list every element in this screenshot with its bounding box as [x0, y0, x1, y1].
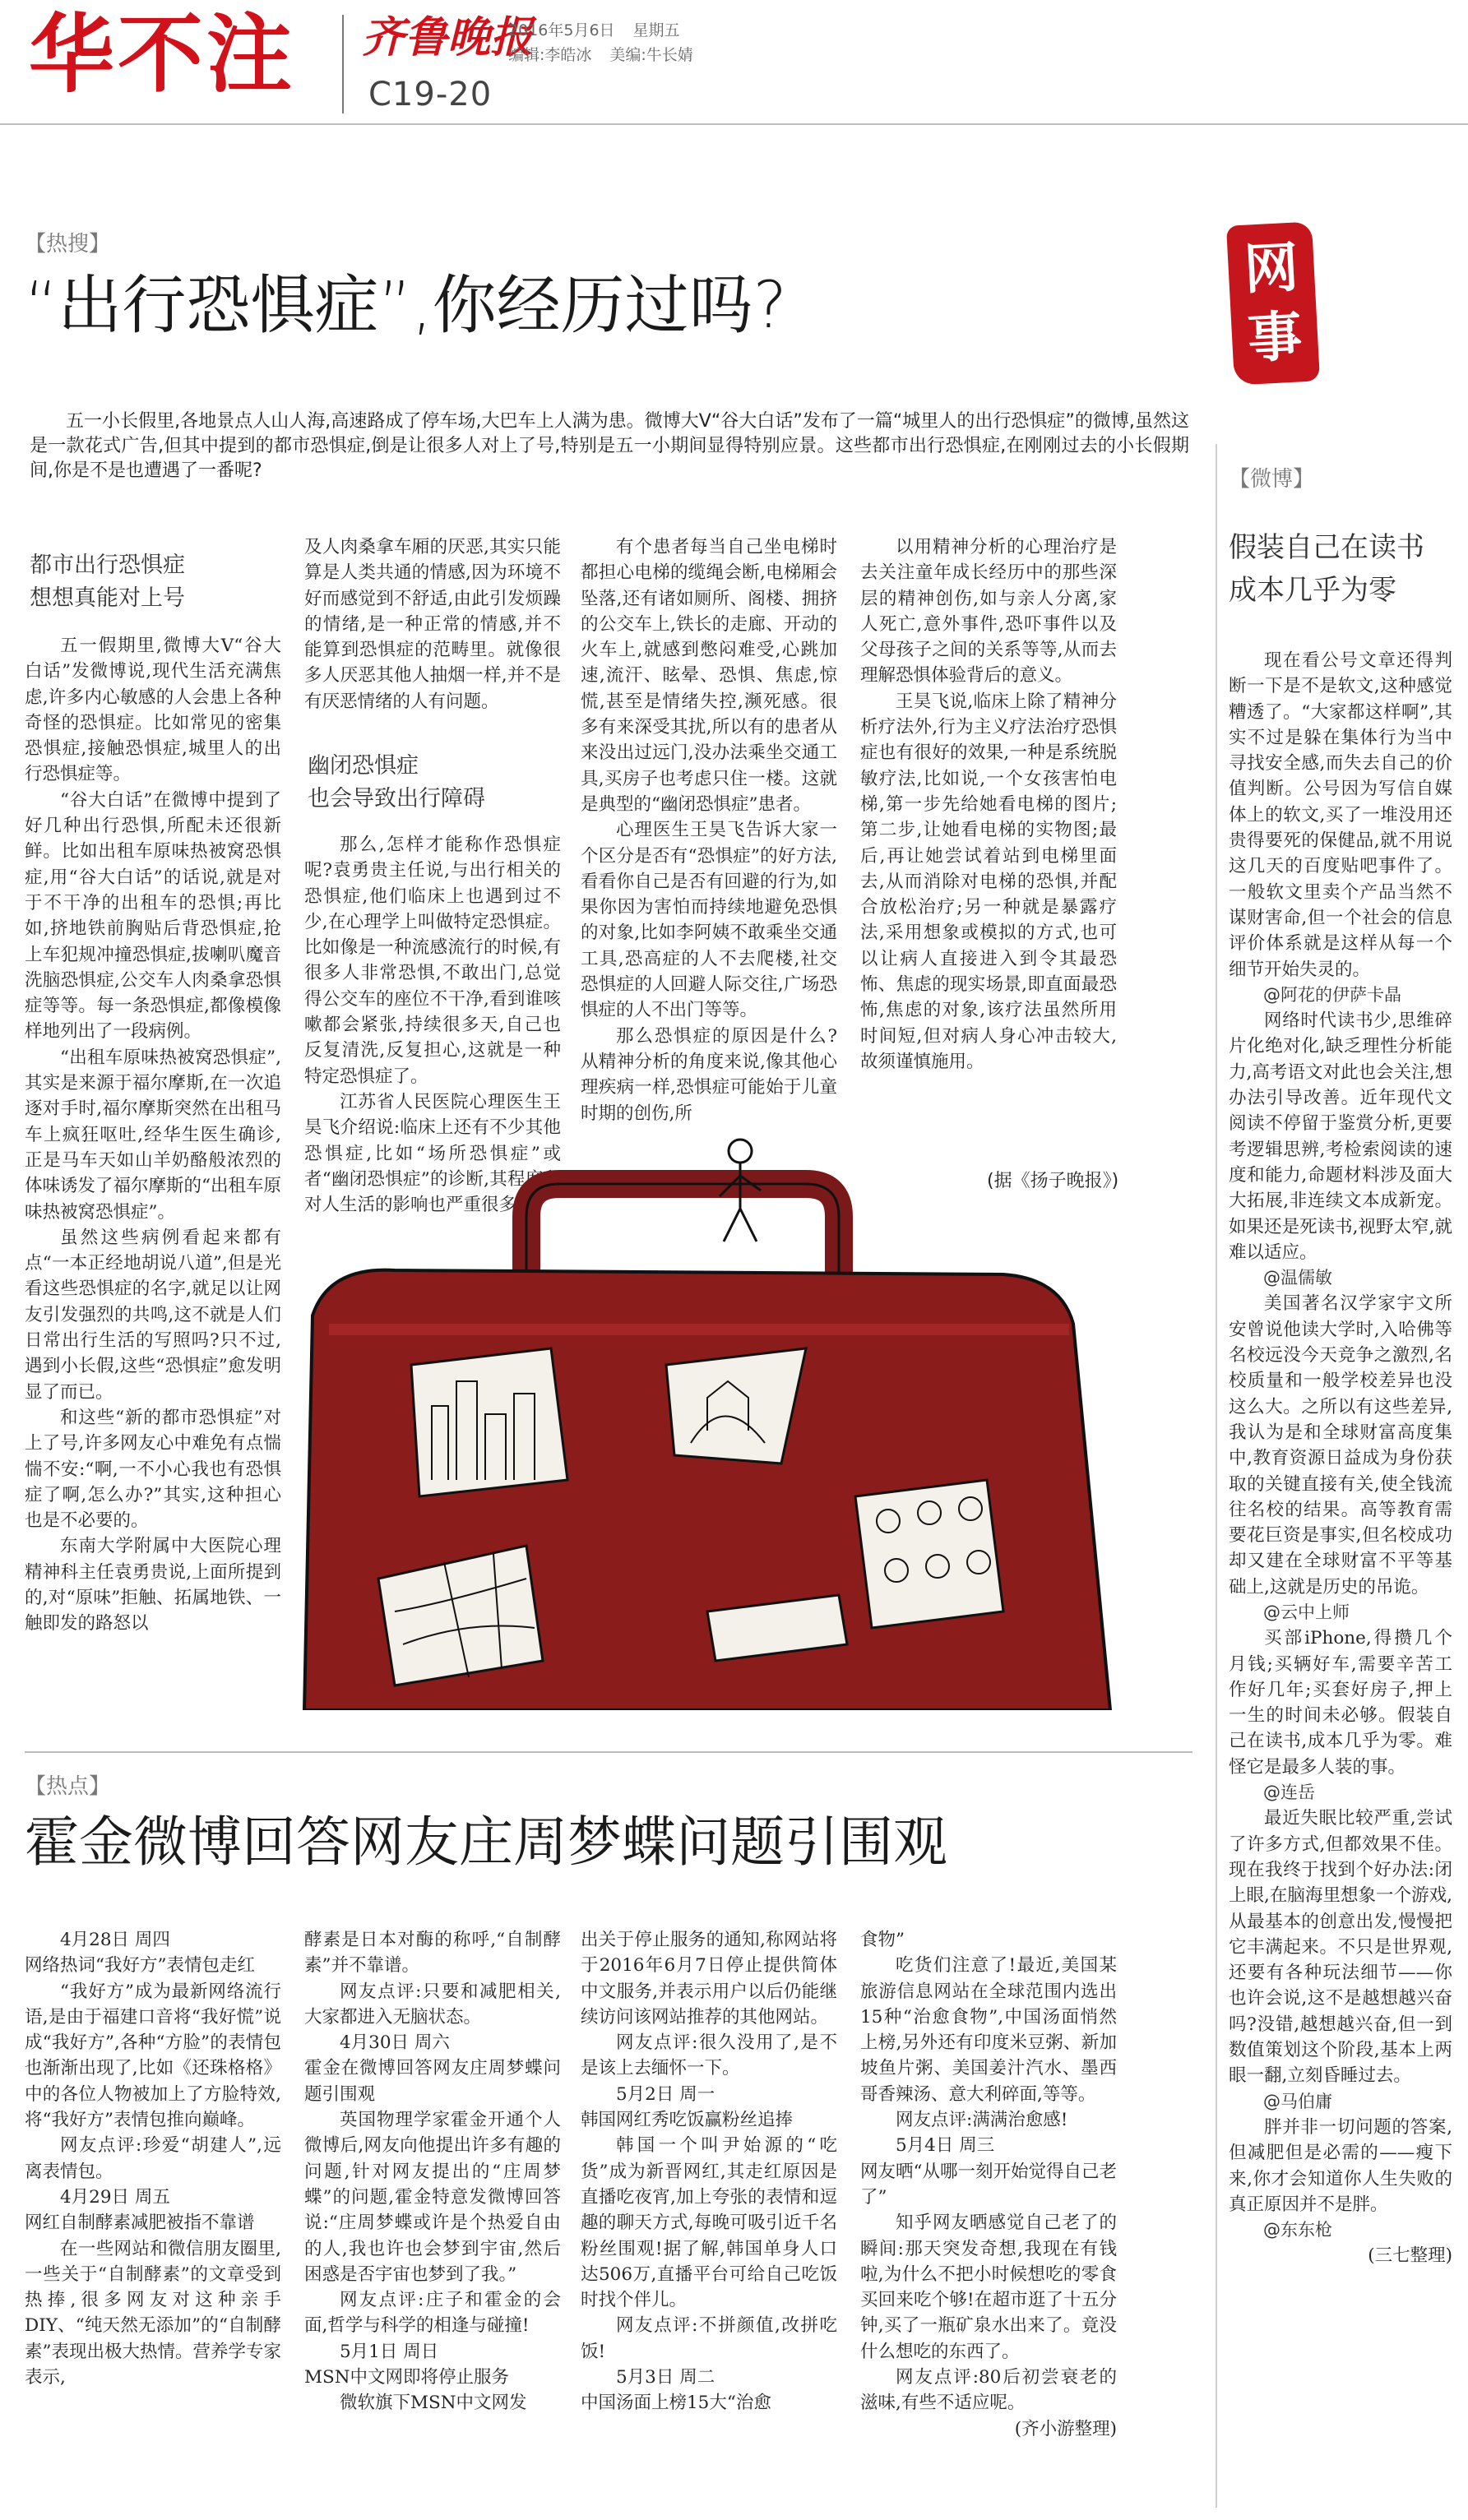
story2-column-4: [860, 1927, 1117, 2442]
issue-weekday: 星期五: [632, 21, 680, 39]
editor-credit: 编辑:李皓冰: [508, 46, 592, 64]
sidebar-editor-note: (三七整理): [1368, 2245, 1452, 2267]
story2-divider: [25, 1751, 1192, 1753]
weibo-post: 最近失眠比较严重,尝试了许多方式,但都效果不佳。现在我终于找到个好办法:闭上眼,在脑海里想象一个游戏,从最基本的创意出发,慢慢把它丰满起来。不只是世界观,还要有各种玩法细节——你也许会说,这不是越想越兴奋吗?没错,越想越兴奋,但一到数值策划这个阶段,基本上两眼一翻,立刻昏睡过去。: [1229, 1808, 1452, 2087]
story2-tag: 【热点】: [25, 1774, 111, 1799]
wangshi-seal: [1226, 221, 1320, 385]
paragraph: 网友点评:很久没用了,是不是该上去缅怀一下。: [581, 2032, 837, 2079]
sidebar-tag: 【微博】: [1229, 467, 1315, 492]
weibo-post: 网络时代读书少,思维碎片化绝对化,缺乏理性分析能力,高考语文对此也会关注,想办法引导改善。近年现代文阅读不停留于鉴赏分析,更要考逻辑思辨,考检索阅读的速度和能力,命题材料涉及面大大拓展,非连续文本成新宠。如果还是死读书,视野太窄,就难以适应。: [1229, 1010, 1452, 1263]
paragraph: 王昊飞说,临床上除了精神分析疗法外,行为主义疗法治疗恐惧症也有很好的效果,一种是系统脱敏疗法,比如说,一个女孩害怕电梯,第一步先给她看电梯的图片;第二步,让她看电梯的实物图;最后,再让她尝试着站到电梯里面去,从而消除对电梯的恐惧,并配合放松治疗;另一种就是暴露疗法,采用想象或模拟的方式,也可以让病人直接进入到令其最恐怖、焦虑的现实场景,即直面最恐怖,焦虑的对象,该疗法虽然所用时间短,但对病人身心冲击较大,故须谨慎施用。: [860, 691, 1117, 1072]
paragraph: 那么,怎样才能称作恐惧症呢?袁勇贵主任说,与出行相关的恐惧症,他们临床上也遇到过不少,在心理学上叫做特定恐惧症。比如像是一种流感流行的时候,有很多人非常恐惧,不敢出门,总觉得公交车的座位不干净,看到谁咳嗽都会紧张,持续很多天,自己也反复清洗,反复担心,这就是一种特定恐惧症了。: [304, 835, 561, 1087]
subhead-line: 也会导致出行障碍: [308, 786, 485, 811]
paragraph: 出关于停止服务的通知,称网站将于2016年6月7日停止提供简体中文服务,并表示用户以后仍能继续访问该网站推荐的其他网站。: [581, 1930, 837, 2028]
story1-column-1: [25, 633, 281, 1637]
paragraph: 在一些网站和微信朋友圈里,一些关于“自制酵素”的文章受到热捧,很多网友对这种亲手DIY、“纯天然无添加”的“自制酵素”表现出极大热情。营养学专家表示,: [25, 2238, 281, 2388]
story2-column-1: [25, 1927, 281, 2390]
paragraph: “出租车原味热被窝恐惧症”,其实是来源于福尔摩斯,在一次追逐对手时,福尔摩斯突然在出租马车上疯狂呕吐,经华生医生确诊,正是马车天如山羊奶酪般浓烈的体味诱发了福尔摩斯的“出租车原味热被窝恐惧症”。: [25, 1047, 281, 1223]
city-sketch-panel: [411, 1348, 567, 1496]
story1-headline: “出行恐惧症”,你经历过吗?: [25, 269, 788, 343]
story2-headline: 霍金微博回答网友庄周梦蝶问题引围观: [25, 1810, 947, 1874]
seal-char-2: 事: [1246, 303, 1304, 371]
weibo-user: @云中上师: [1263, 1602, 1350, 1622]
weibo-post: 买部iPhone,得攒几个月钱;买辆好车,需要辛苦工作好几年;买套好房子,押上一生的时间未必够。假装自己在读书,成本几乎为零。难怪它是最多人装的事。: [1229, 1628, 1452, 1778]
paragraph: 网友晒“从哪一刻开始觉得自己老了”: [860, 2161, 1117, 2208]
suitcase-seam: [329, 1324, 1069, 1335]
paragraph: 江苏省人民医院心理医生王昊飞介绍说:临床上还有不少其他恐惧症,比如“场所恐惧症”或者“幽闭恐惧症”的诊断,其程度和对人生活的影响也严重很多。: [304, 1091, 561, 1216]
paragraph: 霍金在微博回答网友庄周梦蝶问题引围观: [304, 2058, 561, 2105]
designer-credit: 美编:牛长婧: [609, 46, 693, 64]
story2-column-3: [581, 1927, 837, 2416]
masthead-rule: [0, 123, 1468, 125]
paragraph: 东南大学附属中大医院心理精神科主任袁勇贵说,上面所提到的,对“原味”拒触、拓属地铁、一触即发的路怒以: [25, 1536, 281, 1635]
masthead-divider: [342, 15, 344, 113]
story1-source: (据《扬子晚报》): [987, 1171, 1119, 1191]
weibo-user: @马伯庸: [1263, 2091, 1332, 2111]
story1-subhead-2: [308, 750, 554, 816]
paragraph: 韩国网红秀吃饭赢粉丝追捧: [581, 2110, 794, 2131]
sidebar-title-line: 成本几乎为零: [1229, 574, 1396, 607]
paragraph: 网友点评:只要和减肥相关,大家都进入无脑状态。: [304, 1981, 561, 2028]
landmark-sketch-panel: [666, 1348, 806, 1463]
weibo-post: 美国著名汉学家宇文所安曾说他读大学时,入哈佛等名校远没今天竞争之激烈,名校质量和一般学校差异也没这么大。之所以有这些差异,我认为是和全球财富高度集中,教育资源日益成为身份获取的关键直接有关,使全钱流往名校的结果。高等教育需要花巨资是事实,但名校成功却又建在全球财富不平等基础上,这就是历史的吊诡。: [1229, 1293, 1452, 1598]
paragraph: 网友点评:不拼颜值,改拼吃饭!: [581, 2315, 837, 2362]
paragraph: 和这些“新的都市恐惧症”对上了号,许多网友心中难免有点惴惴不安:“啊,一不小心我也有恐惧症了啊,怎么办?”其实,这种担心也是不必要的。: [25, 1407, 281, 1532]
story1-column-3: [581, 534, 837, 1126]
paragraph: 微软旗下MSN中文网发: [340, 2393, 527, 2414]
page-number: C19-20: [368, 76, 493, 113]
weibo-user: @温儒敏: [1263, 1268, 1332, 1288]
paragraph: 5月3日 周二: [616, 2367, 715, 2388]
subhead-line: 想想真能对上号: [30, 585, 185, 611]
paragraph: 4月29日 周五: [60, 2186, 170, 2208]
paragraph: 网友点评:庄子和霍金的会面,哲学与科学的相逢与碰撞!: [304, 2290, 561, 2337]
paragraph: 中国汤面上榜15大“治愈: [581, 2393, 771, 2414]
paragraph: 英国物理学家霍金开通个人微博后,网友向他提出许多有趣的问题,针对网友提出的“庄周梦蝶”的问题,霍金特意发微博回答说:“庄周梦蝶或许是个热爱自由的人,我也许也会梦到宇宙,然后困惑是否宇宙也梦到了我。”: [304, 2110, 561, 2285]
story1-tag: 【热搜】: [25, 232, 111, 257]
suitcase-illustration: [280, 1118, 1118, 1710]
weibo-user: @连岳: [1263, 1782, 1315, 1803]
sidebar-posts: [1229, 648, 1452, 2269]
issue-date: 2016年5月6日: [508, 21, 615, 39]
paragraph: MSN中文网即将停止服务: [304, 2367, 510, 2388]
paragraph: 4月30日 周六: [340, 2032, 450, 2054]
subhead-line: 都市出行恐惧症: [30, 553, 185, 578]
sidebar-title-line: 假装自己在读书: [1229, 531, 1424, 564]
paragraph: 5月2日 周一: [616, 2083, 715, 2105]
paragraph: 网络热词“我好方”表情包走红: [25, 1955, 255, 1977]
paragraph: 心理医生王昊飞告诉大家一个区分是否有“恐惧症”的好方法,看看你自己是否有回避的行为,如果你因为害怕而持续地避免恐惧的对象,比如李阿姨不敢乘坐交通工具,恐高症的人不去爬楼,社交恐惧症的人回避人际交往,广场恐惧症的人不出门等等。: [581, 820, 837, 1021]
paragraph: “我好方”成为最新网络流行语,是由于福建口音将“我好慌”说成“我好方”,各种“方脸”的表情包也渐渐出现了,比如《还珠格格》中的各位人物被加上了方脸特效,将“我好方”表情包推向巅峰。: [25, 1981, 281, 2131]
paragraph: 有个患者每当自己坐电梯时都担心电梯的缆绳会断,电梯厢会坠落,还有诸如厕所、阁楼、拥挤的公交车上,铁长的走廊、开动的火车上,就感到憋闷难受,心跳加速,流汗、眩晕、恐惧、焦虑,惊慌,甚至是情绪失控,濒死感。很多有来深受其扰,所以有的患者从来没出过远门,没办法乘坐交通工具,买房子也考虑只住一楼。这就是典型的“幽闭恐惧症”患者。: [581, 537, 837, 815]
paragraph: 5月4日 周三: [896, 2135, 995, 2157]
weibo-user: @东东枪: [1263, 2220, 1332, 2240]
story1-column-4: [860, 534, 1117, 1075]
masthead-info: [508, 18, 711, 67]
paragraph: 网友点评:满满治愈感!: [896, 2110, 1068, 2131]
paragraph: 网友点评:80后初尝衰老的滋味,有些不适应呢。: [860, 2367, 1117, 2414]
paragraph: 网红自制酵素减肥被指不靠谱: [25, 2213, 255, 2234]
sidebar-rule: [1216, 444, 1217, 2508]
paragraph: (齐小游整理): [1014, 2418, 1117, 2439]
paragraph: 4月28日 周四: [60, 1930, 170, 1950]
seal-char-1: 网: [1242, 234, 1300, 302]
story1-subhead-1: [30, 549, 276, 615]
paragraph: 虽然这些病例看起来都有点“一本正经地胡说八道”,但是光看这些恐惧症的名字,就足以让网友引发强烈的共鸣,这不就是人们日常出行生活的写照吗?只不过,遇到小长假,这些“恐惧症”愈发明显了而已。: [25, 1227, 281, 1403]
paragraph: 及人肉桑拿车厢的厌恶,其实只能算是人类共通的情感,因为环境不好而感觉到不舒适,由此引发烦躁的情绪,是一种正常的情感,并不能算到恐惧症的范畴里。就像很多人厌恶其他人抽烟一样,并不是有厌恶情绪的人有问题。: [304, 537, 561, 712]
paragraph: 5月1日 周日: [340, 2341, 439, 2362]
paragraph: 网友点评:珍爱“胡建人”,远离表情包。: [25, 2135, 281, 2182]
paragraph: 以用精神分析的心理治疗是去关注童年成长经历中的那些深层的精神创伤,如与亲人分离,家人死亡,意外事件,恐吓事件以及父母孩子之间的关系等等,从而去理解恐惧体验背后的意义。: [860, 537, 1117, 687]
story1-column-2: [304, 534, 561, 714]
paragraph: 知乎网友晒感觉自己老了的瞬间:那天突发奇想,我现在有钱啦,为什么不把小时候想吃的零食买回来吃个够!在超市逛了十五分钟,买了一瓶矿泉水出来了。竟没什么想吃的东西了。: [860, 2213, 1117, 2362]
paragraph: 食物”: [860, 1930, 905, 1950]
paragraph: 吃货们注意了!最近,美国某旅游信息网站在全球范围内选出15种“治愈食物”,中国汤面悄然上榜,另外还有印度米豆粥、新加坡鱼片粥、美国姜汁汽水、墨西哥香辣汤、意大利碎面,等等。: [860, 1955, 1117, 2105]
paper-logo: 齐鲁晚报: [362, 12, 534, 62]
paragraph: 那么恐惧症的原因是什么?从精神分析的角度来说,像其他心理疾病一样,恐惧症可能始于儿童时期的创伤,所: [581, 1025, 837, 1124]
paragraph: “谷大白话”在微博中提到了好几种出行恐惧,所配未还很新鲜。比如出租车原味热被窝恐惧症,用“谷大白话”的话说,就是对于不干净的出租车的恐惧;再比如,挤地铁前胸贴后背恐惧症,抢上车犯规冲撞恐惧症,拔喇叭魔音洗脑恐惧症,公交车人肉桑拿恐惧症等等。每一条恐惧症,都像模像样地列出了一段病例。: [25, 789, 281, 1043]
paragraph: 五一假期里,微博大V“谷大白话”发微博说,现代生活充满焦虑,许多内心敏感的人会患上各种奇怪的恐惧症。比如常见的密集恐惧症,接触恐惧症,城里人的出行恐惧症等。: [25, 636, 281, 785]
weibo-post: 现在看公号文章还得判断一下是不是软文,这种感觉糟透了。“大家都这样啊”,其实不过是躲在集体行为当中寻找安全感,而失去自己的价值判断。公号因为写信自媒体上的软文,买了一堆没用还贵得要死的保健品,就不用说这几天的百度贴吧事件了。一般软文里卖个产品当然不谋财害命,但一个社会的信息评价体系就是这样从每一个细节开始失灵的。: [1229, 650, 1452, 980]
sidebar-title: [1229, 526, 1459, 612]
story2-column-2: [304, 1927, 561, 2416]
weibo-user: @阿花的伊萨卡晶: [1263, 984, 1401, 1005]
paragraph: 韩国一个叫尹始源的“吃货”成为新晋网红,其走红原因是直播吃夜宵,加上夸张的表情和逗趣的聊天方式,每晚可吸引近千名粉丝围观!据了解,韩国单身人口达506万,直播平台可给自己吃饭时找个伴儿。: [581, 2135, 837, 2311]
weibo-post: 胖并非一切问题的答案,但减肥但是必需的——瘦下来,你才会知道你人生失败的真正原因并不是胖。: [1229, 2116, 1452, 2215]
story1-lead: 五一小长假里,各地景点人山人海,高速路成了停车场,大巴车上人满为患。微博大V“谷大白话”发布了一篇“城里人的出行恐惧症”的微博,虽然这是一款花式广告,但其中提到的都市恐惧症,倒是让很多人对上了号,特别是五一小期间显得特别应景。这些都市出行恐惧症,在刚刚过去的小长假期间,你是不是也遭遇了一番呢?: [30, 411, 1189, 481]
subhead-line: 幽闭恐惧症: [308, 753, 419, 779]
section-title: 华不注: [29, 4, 296, 104]
paragraph: 酵素是日本对酶的称呼,“自制酵素”并不靠谱。: [304, 1930, 561, 1977]
